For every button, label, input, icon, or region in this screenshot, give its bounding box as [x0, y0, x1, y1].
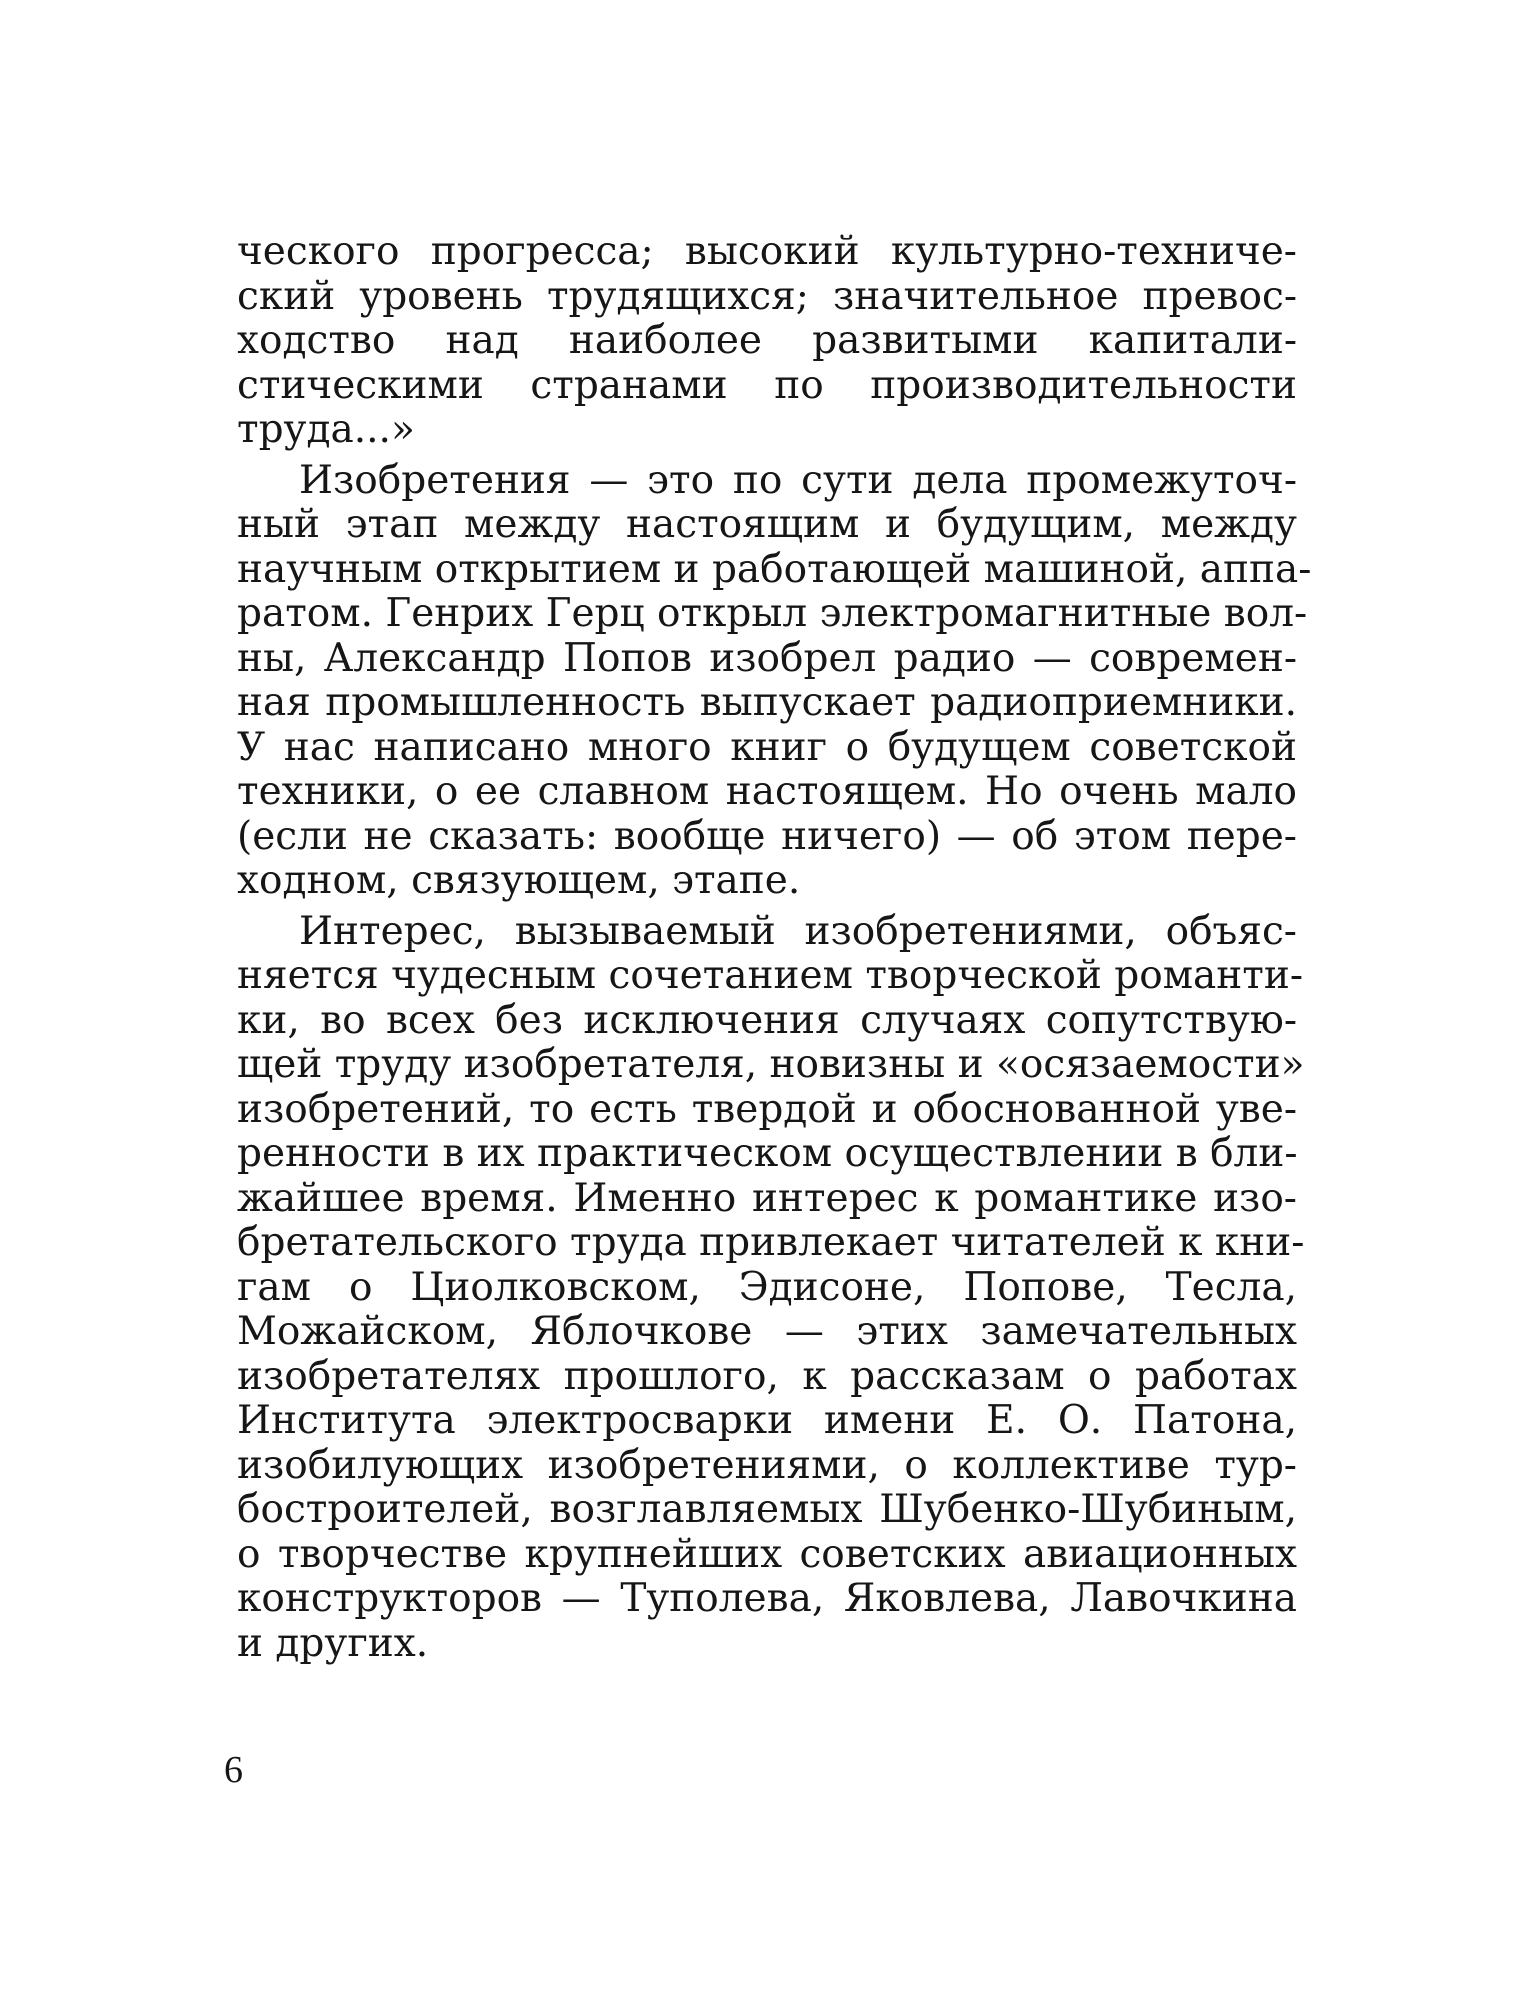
- text-line: У нас написано много книг о будущем советской: [237, 724, 1297, 770]
- text-line: ки, во всех без исключения случаях сопутствую-: [237, 997, 1297, 1043]
- text-line: конструкторов — Туполева, Яковлева, Лавочкина: [237, 1576, 1297, 1621]
- page-number: 6: [224, 1749, 243, 1791]
- text-line: стическими странами по производительности: [237, 362, 1297, 408]
- text-line: научным открытием и работающей машиной, аппа-: [237, 546, 1312, 592]
- text-line: бретательского труда привлекает читателей к кни-: [237, 1220, 1305, 1265]
- text-line: ны, Александр Попов изобрел радио — современ-: [237, 635, 1297, 681]
- text-line: ратом. Генрих Герц открыл электромагнитные вол-: [237, 591, 1308, 636]
- text-line: ный этап между настоящим и будущим, между: [237, 502, 1297, 547]
- text-line: щей труду изобретателя, новизны и «осязаемости»: [237, 1042, 1305, 1087]
- text-line: труда...»: [237, 407, 415, 452]
- text-line: ренности в их практическом осуществлении в бли-: [237, 1131, 1298, 1176]
- text-line: о творчестве крупнейших советских авиационных: [237, 1531, 1297, 1577]
- text-line: ческого прогресса; высокий культурно-техниче-: [237, 229, 1297, 274]
- text-line: Можайском, Яблочкове — этих замечательных: [237, 1309, 1297, 1354]
- text-line: Интерес, вызываемый изобретениями, объяс-: [299, 908, 1297, 954]
- text-line: ский уровень трудящихся; значительное превос-: [237, 273, 1297, 319]
- text-line: няется чудесным сочетанием творческой романти-: [237, 953, 1304, 998]
- text-line: (если не сказать: вообще ничего) — об этом пере-: [237, 813, 1297, 859]
- text-line: жайшее время. Именно интерес к романтике изо-: [237, 1175, 1297, 1221]
- text-line: ходство над наиболее развитыми капитали-: [237, 318, 1297, 363]
- text-line: Института электросварки имени Е. О. Патона,: [237, 1398, 1297, 1443]
- paragraph-3: [237, 908, 1305, 1667]
- body-text: [237, 229, 1312, 1666]
- paragraph-1: [237, 230, 1297, 453]
- text-line: изобилующих изобретениями, о коллективе тур-: [237, 1442, 1297, 1488]
- text-line: изобретателях прошлого, к рассказам о работах: [237, 1353, 1297, 1399]
- text-line: гам о Циолковском, Эдисоне, Попове, Тесла,: [237, 1264, 1297, 1310]
- paragraph-2: [237, 457, 1312, 904]
- text-line: ходном, связующем, этапе.: [237, 858, 801, 903]
- text-line: и других.: [237, 1620, 429, 1666]
- text-line: техники, о ее славном настоящем. Но очень мало: [237, 769, 1297, 814]
- text-line: Изобретения — это по сути дела промежуточ-: [299, 457, 1297, 503]
- text-line: бостроителей, возглавляемых Шубенко-Шубиным,: [237, 1487, 1297, 1532]
- text-line: изобретений, то есть твердой и обоснованной уве-: [237, 1086, 1297, 1132]
- text-line: ная промышленность выпускает радиоприемники.: [237, 680, 1297, 725]
